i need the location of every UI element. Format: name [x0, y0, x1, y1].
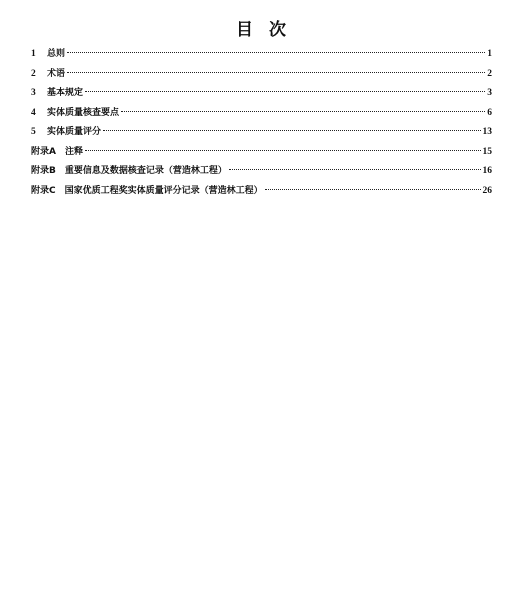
toc-entry-label: 实体质量核查要点 [47, 107, 120, 118]
toc-entry-number: 附录C [31, 185, 56, 196]
toc-dot-leader [85, 91, 485, 92]
toc-entry-number: 1 [31, 49, 36, 59]
toc-dot-leader [67, 72, 485, 73]
toc-entry-number: 附录A [31, 146, 56, 157]
toc-entry-page: 26 [482, 185, 492, 196]
toc-entry-label: 实体质量评分 [47, 127, 102, 137]
toc-entry-3[interactable] [31, 84, 492, 104]
toc-title-char-1: 目 [236, 20, 253, 40]
toc-entry-appendix-c[interactable] [31, 182, 492, 202]
toc-entry-number: 2 [31, 68, 36, 79]
toc-entry-label: 术语 [47, 68, 66, 79]
toc-entry-label: 重要信息及数据核查记录（营造林工程） [64, 166, 227, 176]
toc-dot-leader [67, 52, 485, 53]
toc-entry-4[interactable] [31, 104, 492, 124]
toc-entry-page: 15 [482, 146, 492, 157]
toc-entry-page: 1 [487, 49, 492, 59]
toc-entry-5[interactable] [31, 123, 492, 143]
toc-entry-number: 4 [31, 107, 36, 118]
toc-entry-number: 5 [31, 127, 36, 137]
toc-title [0, 18, 522, 42]
toc-entry-appendix-b[interactable] [31, 162, 492, 182]
toc-entry-page: 13 [482, 127, 492, 137]
toc-entry-number: 3 [31, 88, 36, 98]
toc-entry-label: 注释 [64, 146, 83, 157]
toc-entry-1[interactable] [31, 45, 492, 65]
toc-entry-appendix-a[interactable] [31, 143, 492, 163]
toc-entry-page: 3 [487, 88, 492, 98]
toc-dot-leader [121, 111, 485, 112]
toc-dot-leader [229, 169, 481, 170]
toc-entry-page: 16 [482, 166, 492, 176]
toc-entry-2[interactable] [31, 65, 492, 85]
toc-entry-label: 国家优质工程奖实体质量评分记录（营造林工程） [64, 185, 263, 196]
toc-entry-label: 基本规定 [47, 88, 84, 98]
toc-entry-label: 总则 [47, 49, 66, 59]
toc-entry-number: 附录B [31, 166, 56, 176]
toc-dot-leader [103, 130, 480, 131]
toc-dot-leader [265, 189, 481, 190]
toc-entry-page: 2 [487, 68, 492, 79]
toc-dot-leader [85, 150, 481, 151]
toc-title-char-2: 次 [269, 20, 286, 40]
toc-list [31, 45, 492, 201]
toc-entry-page: 6 [487, 107, 492, 118]
